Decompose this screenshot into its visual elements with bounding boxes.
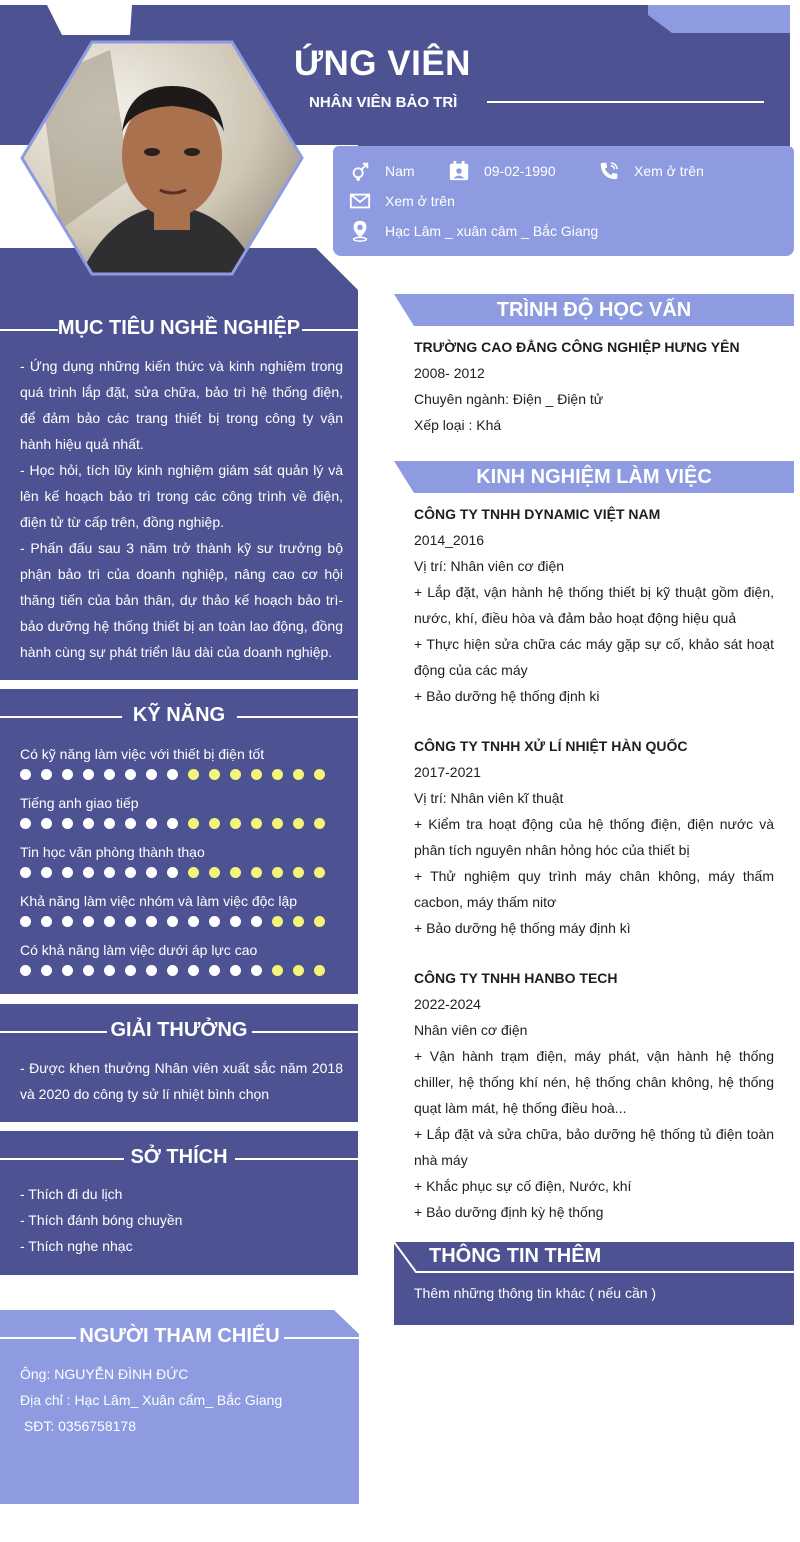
skill-dot-empty (251, 818, 262, 829)
phone-value: Xem ở trên (634, 163, 704, 179)
skill-dot-filled (230, 916, 241, 927)
skill-dot-filled (20, 769, 31, 780)
job-duty: + Lắp đặt, vận hành hệ thống thiết bị kỹ thuật gồm điện, nước, khí, điều hòa và đảm bảo hoạt động hiệu quả (414, 584, 774, 626)
skill-dot-empty (272, 769, 283, 780)
job-position: Nhân viên cơ điện (414, 1022, 528, 1038)
reference-address: Địa chỉ : Hạc Lâm_ Xuân cẩm_ Bắc Giang (20, 1392, 283, 1408)
skills-title: KỸ NĂNG (132, 704, 226, 726)
reference-name: Ông: NGUYỄN ĐÌNH ĐỨC (20, 1366, 189, 1382)
objective-paragraph: - Phấn đấu sau 3 năm trở thành kỹ sư trưởng bộ phận bảo trì của doanh nghiệp, nâng cao cơ hội thăng tiến của bản thân, dự thảo kế hoạch bảo trì- bảo dưỡng hệ thống thiết bị an toàn lao động, đồng hành cùng sự phát triển lâu dài của doanh nghiệp. (20, 540, 343, 660)
skill-dot-filled (230, 965, 241, 976)
extra-section (394, 1242, 794, 1325)
job-duty: + Thực hiện sửa chữa các máy gặp sự cố, khảo sát hoạt động của các máy (414, 636, 774, 678)
skill-dot-filled (146, 916, 157, 927)
skill-dot-empty (188, 867, 199, 878)
job-entry (414, 733, 774, 941)
skill-dot-filled (20, 965, 31, 976)
skill-name: Có kỹ năng làm việc với thiết bị điện tốt (20, 746, 265, 762)
skill-dot-filled (62, 769, 73, 780)
job-title: NHÂN VIÊN BẢO TRÌ (309, 94, 458, 111)
hobby-item: - Thích đi du lịch (20, 1186, 123, 1202)
job-duty: + Kiểm tra hoạt động của hệ thống điện, điện nước và phân tích nguyên nhân hỏng hóc của thiết bị (414, 816, 774, 858)
references-lines (20, 1361, 343, 1439)
job-duty: + Thử nghiệm quy trình máy chân không, máy thấm cacbon, máy thấm nitơ (414, 868, 774, 910)
job-company: CÔNG TY TNHH XỬ LÍ NHIỆT HÀN QUỐC (414, 738, 688, 754)
skill-dot-filled (20, 916, 31, 927)
hobby-item: - Thích nghe nhạc (20, 1238, 133, 1254)
skill-dot-filled (41, 965, 52, 976)
education-grade: Xếp loại : Khá (414, 417, 502, 433)
skill-dot-empty (314, 965, 325, 976)
mail-icon (349, 190, 371, 212)
job-entry (414, 965, 774, 1225)
skill-dot-empty (293, 818, 304, 829)
skill-name: Khả năng làm việc nhóm và làm việc độc lập (20, 893, 298, 909)
skill-dot-filled (83, 867, 94, 878)
education-body (414, 334, 774, 438)
skill-dot-filled (41, 916, 52, 927)
skill-dot-filled (167, 916, 178, 927)
experience-header (394, 461, 794, 493)
skill-dot-filled (62, 818, 73, 829)
awards-text: - Được khen thưởng Nhân viên xuất sắc năm 2018 và 2020 do công ty sử lí nhiệt bình chọn (20, 1060, 343, 1102)
education-major: Chuyên ngành: Điện _ Điện tử (414, 391, 604, 407)
job-duty: + Bảo dưỡng hệ thống định ki (414, 688, 600, 704)
contact-gender (349, 160, 415, 182)
education-title: TRÌNH ĐỘ HỌC VẤN (496, 299, 692, 321)
skill-dot-filled (20, 867, 31, 878)
skill-dot-empty (230, 867, 241, 878)
skill-dot-filled (125, 965, 136, 976)
skill-dot-filled (41, 818, 52, 829)
objective-title: MỤC TIÊU NGHỀ NGHIỆP (57, 317, 301, 339)
skill-dot-filled (188, 916, 199, 927)
skill-dot-empty (293, 916, 304, 927)
skill-dot-filled (167, 769, 178, 780)
skill-dot-filled (209, 916, 220, 927)
skill-dot-filled (146, 867, 157, 878)
skill-dot-empty (272, 867, 283, 878)
candidate-name: ỨNG VIÊN (294, 44, 471, 83)
skill-row (20, 892, 340, 927)
skill-dot-filled (146, 965, 157, 976)
skill-rating (20, 818, 340, 829)
job-duty: + Vận hành trạm điện, máy phát, vận hành hệ thống chiller, hệ thống khí nén, hệ thống chân không, hệ thống quạt làm mát, hệ thống điều hoà... (414, 1048, 774, 1116)
skill-row (20, 794, 340, 829)
skill-name: Tin học văn phòng thành thạo (20, 844, 205, 860)
contact-address (349, 220, 598, 242)
awards-title: GIẢI THƯỞNG (110, 1019, 248, 1041)
hobby-item: - Thích đánh bóng chuyền (20, 1212, 183, 1228)
title-divider (487, 101, 764, 103)
job-period: 2014_2016 (414, 532, 485, 548)
objective-paragraph: - Ứng dụng những kiến thức và kinh nghiệm trong quá trình lắp đặt, sửa chữa, bảo trì hệ thống điện, để đảm bảo các trang thiết bị trong công ty vận hành hiệu quả nhất. (20, 358, 343, 452)
skill-dot-filled (83, 769, 94, 780)
skill-dot-filled (104, 965, 115, 976)
skill-dot-filled (125, 769, 136, 780)
job-period: 2022-2024 (414, 996, 481, 1012)
skill-dot-empty (272, 965, 283, 976)
skill-rating (20, 769, 340, 780)
education-period: 2008- 2012 (414, 365, 485, 381)
skill-dot-empty (209, 867, 220, 878)
reference-phone: SĐT: 0356758178 (20, 1418, 136, 1434)
skill-dot-empty (314, 867, 325, 878)
skill-dot-filled (83, 916, 94, 927)
references-title: NGƯỜI THAM CHIẾU (79, 1325, 280, 1347)
objective-paragraph: - Học hỏi, tích lũy kinh nghiệm giám sát quản lý và lên kế hoạch bảo trì trong các công trình về điện, điện tử từ cấp trên, đồng nghiệp. (20, 462, 343, 530)
skill-row (20, 843, 340, 878)
skill-dot-empty (314, 769, 325, 780)
skill-dot-empty (188, 818, 199, 829)
extra-text: Thêm những thông tin khác ( nếu cần ) (414, 1285, 657, 1301)
skill-dot-empty (293, 769, 304, 780)
skill-dot-filled (104, 867, 115, 878)
skill-rating (20, 965, 340, 976)
job-duty: + Bảo dưỡng hệ thống máy định kì (414, 920, 631, 936)
gender-icon (349, 160, 371, 182)
skill-dot-empty (230, 769, 241, 780)
skill-dot-empty (272, 818, 283, 829)
skill-dot-empty (293, 965, 304, 976)
job-duty: + Khắc phục sự cố điện, Nước, khí (414, 1178, 632, 1194)
experience-body (414, 501, 774, 1225)
skill-dot-empty (251, 769, 262, 780)
skill-dot-filled (83, 818, 94, 829)
experience-title: KINH NGHIỆM LÀM VIỆC (476, 466, 712, 488)
job-position: Vị trí: Nhân viên cơ điện (414, 558, 565, 574)
calendar-icon (448, 160, 470, 182)
job-company: CÔNG TY TNHH DYNAMIC VIỆT NAM (414, 506, 661, 522)
avatar (20, 40, 304, 276)
objective-text (20, 353, 343, 665)
skill-dot-empty (272, 916, 283, 927)
contact-birthday (448, 160, 556, 182)
skill-dot-filled (104, 769, 115, 780)
job-company: CÔNG TY TNHH HANBO TECH (414, 970, 618, 986)
references-section (0, 1310, 359, 1504)
email-value: Xem ở trên (385, 193, 455, 209)
job-period: 2017-2021 (414, 764, 481, 780)
objective-section (0, 292, 358, 680)
school-name: TRƯỜNG CAO ĐẲNG CÔNG NGHIỆP HƯNG YÊN (414, 339, 740, 355)
skill-dot-empty (209, 818, 220, 829)
skill-dot-filled (209, 965, 220, 976)
gender-value: Nam (385, 163, 415, 179)
skill-dot-filled (62, 965, 73, 976)
skill-dot-filled (62, 916, 73, 927)
skill-row (20, 941, 340, 976)
skill-dot-filled (167, 965, 178, 976)
hobbies-title: SỞ THÍCH (130, 1146, 228, 1168)
skill-dot-empty (293, 867, 304, 878)
skill-dot-filled (146, 769, 157, 780)
contact-phone (598, 160, 704, 182)
skill-dot-filled (41, 867, 52, 878)
education-header (394, 294, 794, 326)
skill-dot-empty (188, 769, 199, 780)
job-position: Vị trí: Nhân viên kĩ thuật (414, 790, 564, 806)
skill-dot-filled (125, 916, 136, 927)
skill-row (20, 745, 340, 780)
awards-section (0, 1004, 358, 1122)
skill-dot-filled (83, 965, 94, 976)
location-pin-icon (349, 220, 371, 242)
skill-dot-filled (104, 818, 115, 829)
contact-email (349, 190, 455, 212)
skill-dot-filled (251, 916, 262, 927)
skill-rating (20, 916, 340, 927)
skill-dot-empty (209, 769, 220, 780)
contact-panel (333, 146, 794, 256)
job-duty: + Lắp đặt và sửa chữa, bảo dưỡng hệ thống tủ điện toàn nhà máy (414, 1126, 774, 1168)
hobbies-list (20, 1181, 343, 1259)
skill-dot-filled (167, 818, 178, 829)
skill-dot-filled (20, 818, 31, 829)
skill-dot-filled (188, 965, 199, 976)
address-value: Hạc Lâm _ xuân câm _ Bắc Giang (385, 223, 599, 239)
skill-dot-filled (125, 818, 136, 829)
skill-dot-filled (62, 867, 73, 878)
hobbies-section (0, 1131, 358, 1275)
skill-dot-filled (251, 965, 262, 976)
skills-section (0, 689, 358, 994)
skill-dot-filled (41, 769, 52, 780)
skill-dot-filled (167, 867, 178, 878)
skill-dot-empty (251, 867, 262, 878)
skill-dot-empty (314, 818, 325, 829)
skill-name: Có khả năng làm việc dưới áp lực cao (20, 942, 258, 958)
birthday-value: 09-02-1990 (484, 163, 556, 179)
job-entry (414, 501, 774, 709)
extra-title: THÔNG TIN THÊM (429, 1245, 602, 1267)
phone-icon (598, 160, 620, 182)
skill-dot-filled (125, 867, 136, 878)
job-duty: + Bảo dưỡng định kỳ hệ thống (414, 1204, 604, 1220)
skill-dot-filled (104, 916, 115, 927)
skill-dot-filled (146, 818, 157, 829)
skill-dot-empty (314, 916, 325, 927)
skill-name: Tiếng anh giao tiếp (20, 795, 139, 811)
skill-dot-empty (230, 818, 241, 829)
skill-rating (20, 867, 340, 878)
